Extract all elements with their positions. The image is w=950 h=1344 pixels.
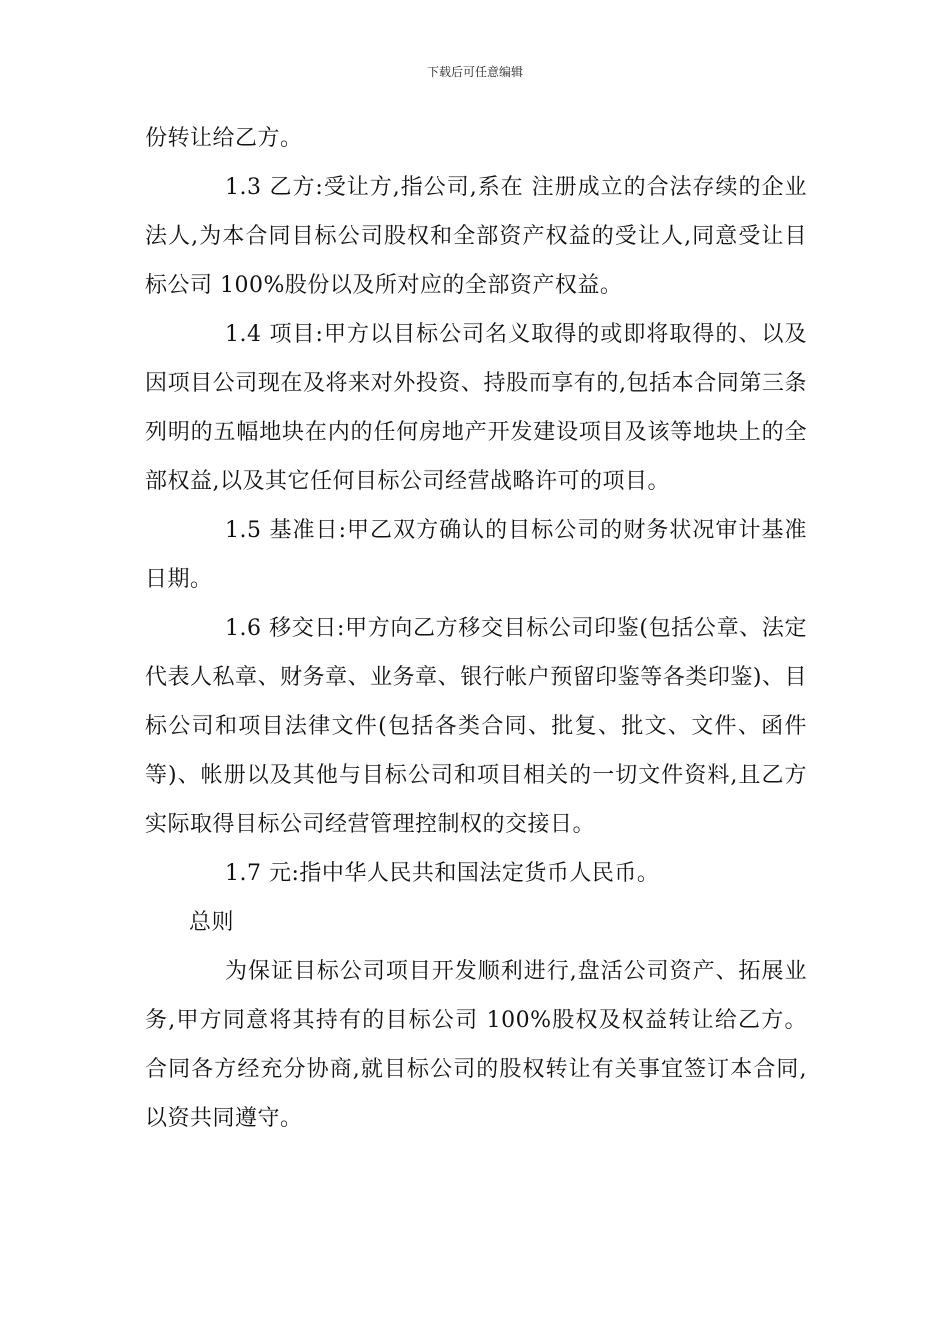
paragraph-1-5-base-date: 1.5 基准日:甲乙双方确认的目标公司的财务状况审计基准日期。 — [145, 518, 807, 592]
document-body — [145, 114, 807, 1143]
paragraph-1-6-handover-date: 1.6 移交日:甲方向乙方移交目标公司印鉴(包括公章、法定代表人私章、财务章、业务章、银行帐户预留印鉴等各类印鉴)、目标公司和项目法律文件(包括各类合同、批复、批文、文件、函件等)、帐册以及其他与目标公司和项目相关的一切文件资料,且乙方实际取得目标公司经营管理控制权的交接日。 — [145, 616, 807, 837]
paragraph-1-4-project: 1.4 项目:甲方以目标公司名义取得的或即将取得的、以及因项目公司现在及将来对外投资、持股而享有的,包括本合同第三条列明的五幅地块在内的任何房地产开发建设项目及该等地块上的全部权益,以及其它任何目标公司经营战略许可的项目。 — [145, 322, 807, 494]
paragraph-general-principles: 为保证目标公司项目开发顺利进行,盘活公司资产、拓展业务,甲方同意将其持有的目标公司 100%股权及权益转让给乙方。合同各方经充分协商,就目标公司的股权转让有关事宜签订本合同,以资共同遵守。 — [145, 959, 807, 1131]
paragraph-continuation: 份转让给乙方。 — [145, 126, 303, 151]
section-heading-general: 总则 — [189, 910, 235, 935]
page-header: 下载后可任意编辑 — [426, 65, 523, 79]
paragraph-1-7-currency: 1.7 元:指中华人民共和国法定货币人民币。 — [225, 861, 660, 886]
paragraph-1-3-party-b: 1.3 乙方:受让方,指公司,系在 注册成立的合法存续的企业法人,为本合同目标公司股权和全部资产权益的受让人,同意受让目标公司 100%股份以及所对应的全部资产权益。 — [145, 175, 807, 298]
